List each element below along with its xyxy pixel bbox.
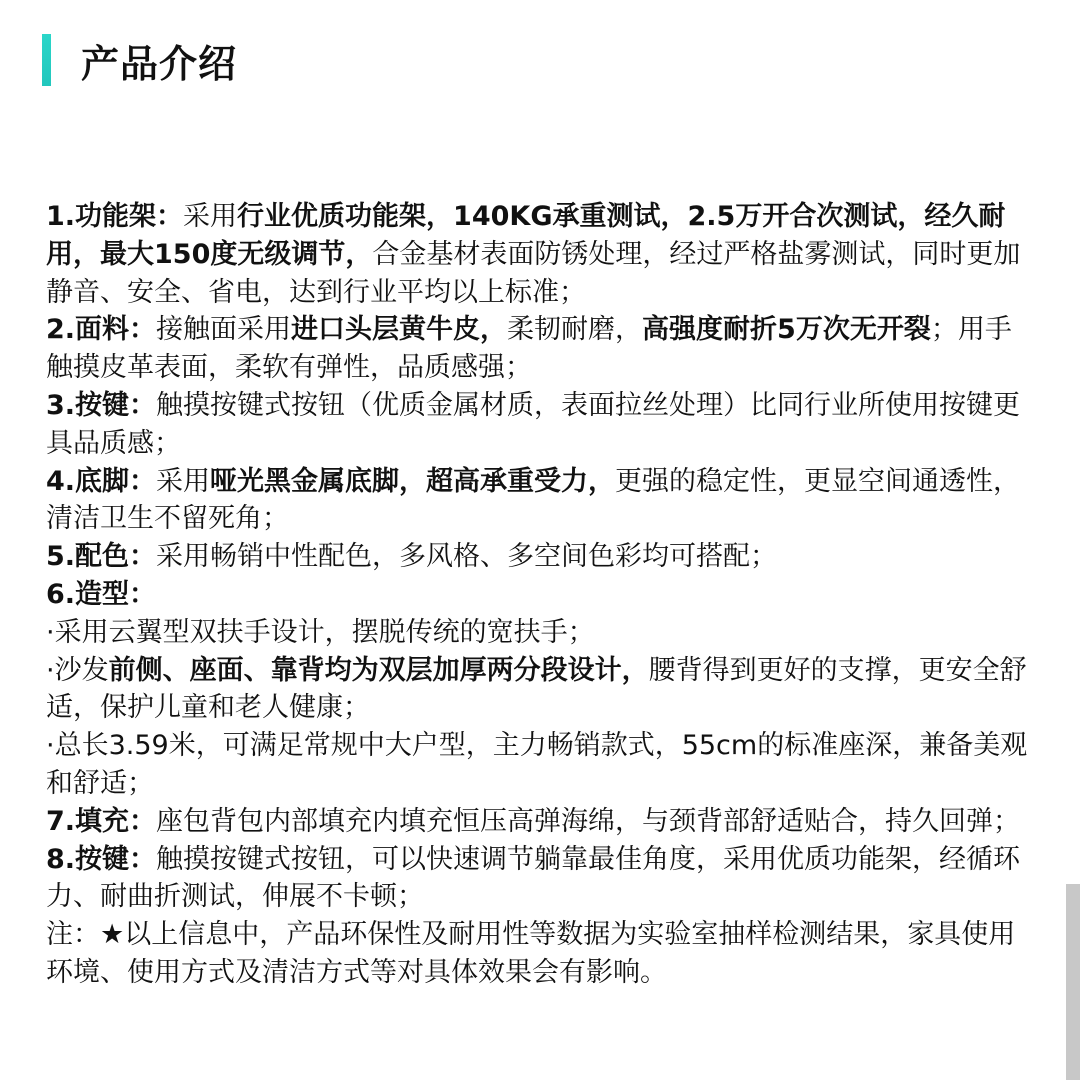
section-function-frame [46,198,1031,311]
bullet-text: 腰背得到更好的支撑，更安全舒适，保护儿童和老人健康； [46,654,1027,724]
section-text: 采用畅销中性配色，多风格、多空间色彩均可搭配； [156,541,778,573]
page-header [42,34,237,86]
section-highlight: 高强度耐折5万次无开裂 [642,314,931,346]
title-accent-bar [42,34,51,86]
section-text: 柔韧耐磨， [507,314,643,346]
section-text: 更强的稳定性，更显空间通透性，清洁卫生不留死角； [46,465,1021,535]
section-filling [46,803,1031,841]
section-text: 触摸按键式按钮（优质金属材质，表面拉丝处理）比同行业所使用按键更具品质感； [46,389,1021,459]
section-text: 触摸按键式按钮，可以快速调节躺靠最佳角度，采用优质功能架，经循环力、耐曲折测试，伸展不卡顿； [46,843,1021,913]
section-heading: 1.功能架： [46,201,184,232]
bullet-text: ·总长3.59米，可满足常规中大户型，主力畅销款式，55cm的标准座深，兼备美观和舒适； [46,730,1028,799]
note [46,916,1031,992]
section-text: 采用 [156,465,211,497]
section-heading: 7.填充： [46,805,157,837]
section-highlight: 进口头层黄牛皮， [291,314,508,346]
section-fabric [46,311,1031,387]
star-icon: ★ [100,919,125,951]
scrollbar-thumb[interactable] [1066,884,1080,1080]
section-text: 采用 [183,201,238,232]
section-color [46,538,1031,576]
section-highlight: 行业优质功能架，140KG承重测试，2.5万开合次测试，经久耐用，最大150度无级调节， [46,201,1006,270]
product-description [46,198,1031,992]
section-heading: 4.底脚： [46,465,157,497]
shape-bullet-armrest [46,614,1031,652]
section-heading: 2.面料： [46,314,157,346]
page-title: 产品介绍 [81,41,238,86]
section-heading: 3.按键： [46,389,157,421]
section-highlight: 哑光黑金属底脚，超高承重受力， [210,465,616,497]
bullet-text: ·沙发 [46,654,109,686]
section-shape [46,576,1031,614]
shape-bullet-cushion [46,652,1031,728]
section-text: ；用手触摸皮革表面，柔软有弹性，品质感强； [46,314,1012,384]
section-text: 合金基材表面防锈处理，经过严格盐雾测试，同时更加静音、安全、省电，达到行业平均以上标准； [46,238,1021,308]
section-text: 座包背包内部填充内填充恒压高弹海绵，与颈背部舒适贴合，持久回弹； [156,805,1021,837]
bullet-highlight: 前侧、座面、靠背均为双层加厚两分段设计， [108,654,649,686]
section-heading: 5.配色： [46,541,157,573]
note-label: 注： [46,919,100,951]
section-text: 接触面采用 [156,314,292,346]
section-feet [46,463,1031,539]
bullet-text: ·采用云翼型双扶手设计，摆脱传统的宽扶手； [46,616,595,648]
section-buttons [46,387,1031,463]
section-heading: 8.按键： [46,843,157,875]
shape-bullet-length [46,727,1031,803]
section-buttons-2 [46,841,1031,917]
note-text: 以上信息中，产品环保性及耐用性等数据为实验室抽样检测结果，家具使用环境、使用方式及清洁方式等对具体效果会有影响。 [46,919,1016,988]
section-heading: 6.造型： [46,578,157,610]
